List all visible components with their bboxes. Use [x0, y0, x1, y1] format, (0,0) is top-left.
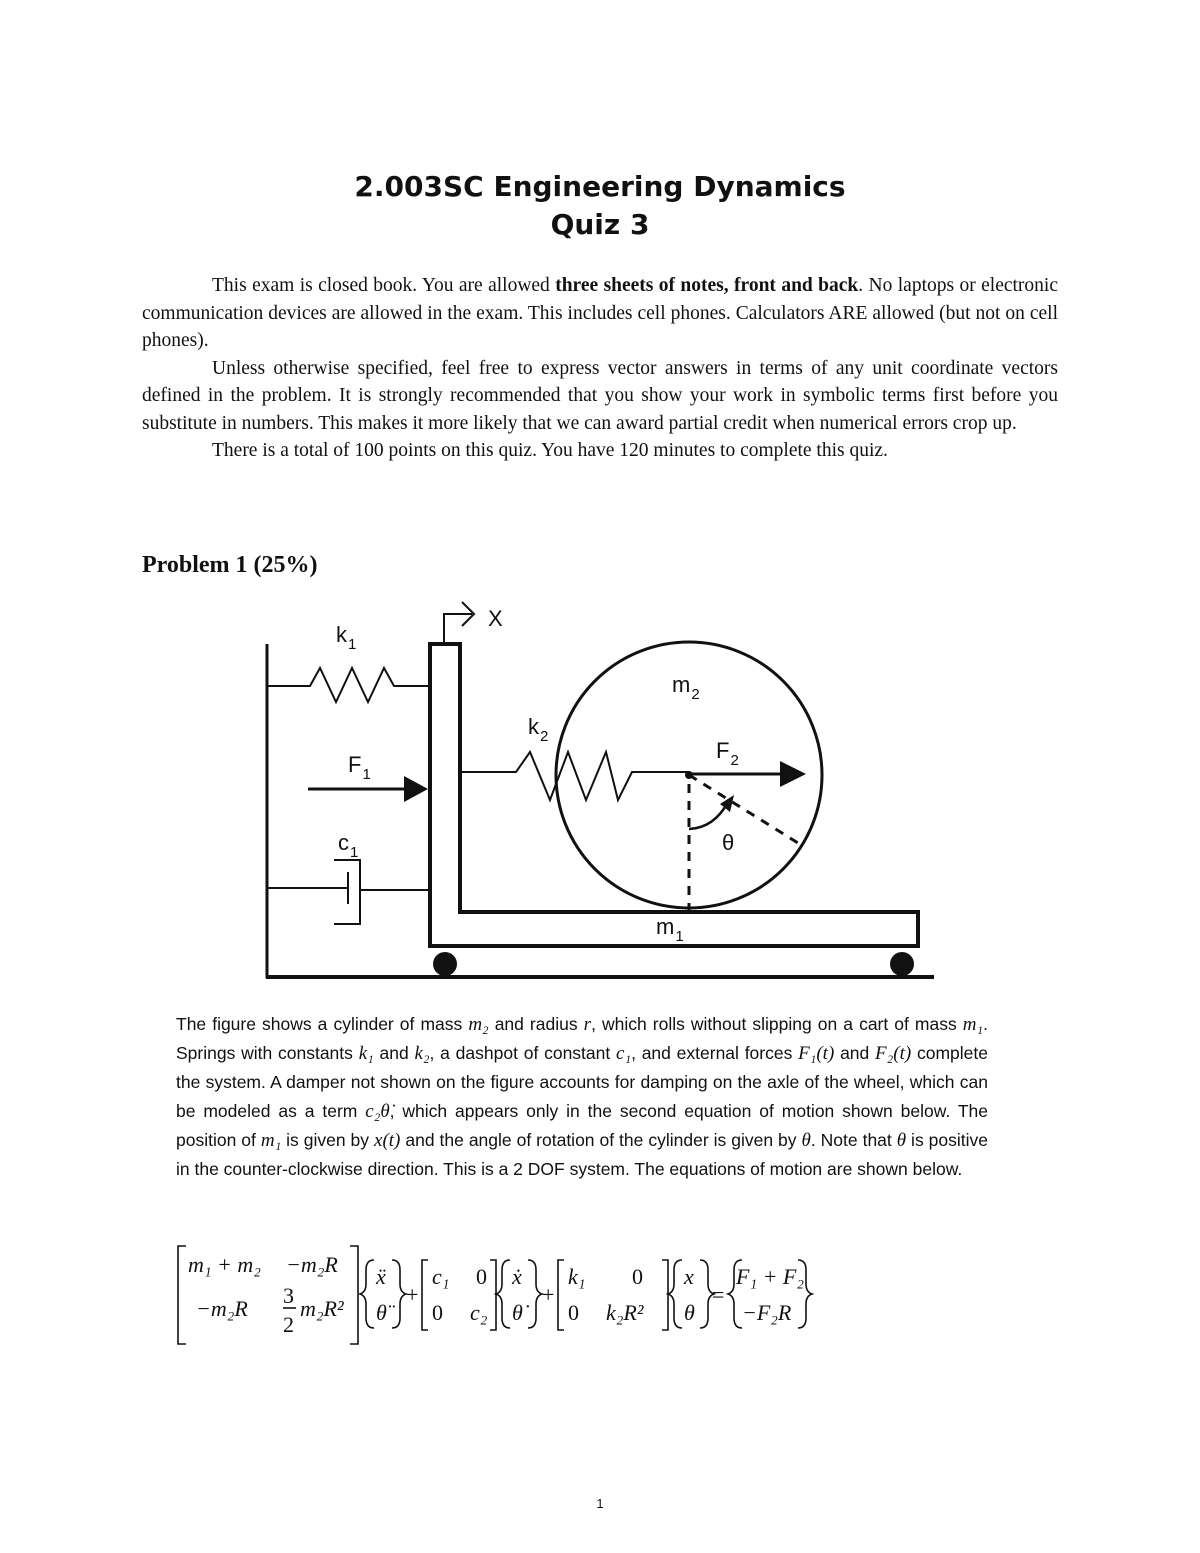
force-top: F₁ + F₂	[736, 1264, 805, 1289]
theta-arc	[689, 802, 728, 829]
force-bottom: −F₂R	[742, 1300, 792, 1325]
force-F2-arrowhead	[780, 761, 806, 787]
plus-1: +	[406, 1282, 419, 1307]
notes-allowance: three sheets of notes, front and back	[555, 275, 859, 296]
var-r: r	[583, 1014, 592, 1035]
course-title: 2.003SC Engineering Dynamics	[354, 170, 846, 203]
mass-matrix-right-bracket	[350, 1246, 358, 1344]
stiff-k21: 0	[568, 1300, 579, 1325]
exam-instructions	[142, 272, 1058, 465]
var-F1t: F₁(t)	[798, 1043, 835, 1064]
damping-matrix-right-bracket	[490, 1260, 496, 1330]
instructions-paragraph-1: This exam is closed book. You are allowed three sheets of notes, front and back. No laptops or electronic communication devices are allowed in the exam. This includes cell phones. Calculators ARE allowed (but not on cell phones).	[142, 275, 1058, 351]
matrix-equation	[170, 1240, 830, 1350]
problem-heading: Problem 1 (25%)	[142, 552, 318, 578]
label-F2: $F_2$	[716, 738, 739, 769]
cart-wheel-right	[890, 952, 914, 976]
var-c1: c₁	[616, 1043, 632, 1064]
vel-theta: θ̇	[512, 1300, 523, 1325]
var-c2-theta-dot: c₂θ̇	[365, 1101, 390, 1122]
var-k2: k₂	[414, 1043, 430, 1064]
var-theta: θ	[801, 1130, 811, 1151]
var-F2t: F₂(t)	[875, 1043, 912, 1064]
stiffness-matrix-left-bracket	[558, 1260, 564, 1330]
damp-c21: 0	[432, 1300, 443, 1325]
equals-sign: =	[712, 1282, 725, 1307]
spring-k1	[267, 668, 430, 702]
label-x-axis: X	[488, 606, 503, 631]
force-F1-arrowhead	[404, 776, 428, 802]
problem-description: The figure shows a cylinder of mass m₂ and radius r, which rolls without slipping on a cart of mass m₁. Springs with constants k₁ and k₂, a dashpot of constant c₁, and external forces F₁(t) and F₂(t) complete the system. A damper not shown on the figure accounts for damping on the axle of the wheel, which can be modeled as a term c₂θ̇, which appears only in the second equation of motion shown below. The position of m₁ is given by x(t) and the angle of rotation of the cylinder is given by θ. Note that θ is positive in the counter-clockwise direction. This is a 2 DOF system. The equations of motion are shown below.	[176, 1014, 989, 1179]
var-m2: m₂	[468, 1014, 489, 1035]
vel-vector-left-brace	[496, 1260, 510, 1328]
instructions-paragraph-2: Unless otherwise specified, feel free to express vector answers in terms of any unit coordinate vectors defined in the problem. It is strongly recommended that you show your work in symbolic terms first before you substitute in numbers. This makes it more likely that we can award partial credit when numerical errors crop up.	[142, 357, 1058, 434]
damp-c12: 0	[476, 1264, 487, 1289]
var-m1: m₁	[962, 1014, 984, 1035]
label-c1: $c_1$	[338, 830, 359, 861]
stiff-k22: k₂R²	[606, 1300, 644, 1325]
var-xt: x(t)	[374, 1130, 401, 1151]
damp-c22: c₂	[470, 1300, 488, 1325]
var-k1: k₁	[358, 1043, 374, 1064]
var-m1-repeat: m₁	[260, 1130, 282, 1151]
plus-2: +	[542, 1282, 555, 1307]
cart-wheel-left	[433, 952, 457, 976]
acc-x: ẍ	[376, 1264, 386, 1289]
acc-vector-left-brace	[360, 1260, 374, 1328]
vel-vector-right-brace	[528, 1260, 542, 1328]
pos-x: x	[684, 1264, 694, 1289]
pos-theta: θ	[684, 1300, 695, 1325]
mass-m22-den: 2	[283, 1312, 294, 1337]
stiff-k11: k₁	[568, 1264, 586, 1289]
mass-m11: m₁ + m₂	[188, 1252, 261, 1277]
acc-theta: θ̈	[376, 1300, 387, 1325]
title-block	[0, 168, 1200, 244]
vel-x: ẋ	[512, 1264, 522, 1289]
label-F1: $F_1$	[348, 752, 371, 783]
damping-matrix-left-bracket	[422, 1260, 428, 1330]
equations-of-motion	[170, 1240, 830, 1350]
damp-c11: c₁	[432, 1264, 450, 1289]
system-diagram	[262, 594, 942, 980]
acc-vector-right-brace	[392, 1260, 406, 1328]
x-axis-indicator	[444, 614, 472, 643]
instructions-paragraph-3: There is a total of 100 points on this quiz. You have 120 minutes to complete this quiz.	[212, 440, 888, 461]
spring-k2	[460, 752, 689, 800]
mass-matrix-left-bracket	[178, 1246, 186, 1344]
label-k1: $k_1$	[336, 622, 357, 653]
label-m1: $m_1$	[656, 914, 684, 945]
mass-m21: −m₂R	[196, 1296, 248, 1321]
label-m2: $m_2$	[672, 672, 700, 703]
mass-m22-rest: m₂R²	[300, 1296, 344, 1321]
mass-m22-num: 3	[283, 1283, 294, 1308]
label-theta: θ	[722, 830, 735, 855]
page-number: 1	[596, 1496, 604, 1511]
cart-cylinder-figure	[262, 594, 942, 980]
label-k2: $k_2$	[528, 714, 549, 745]
stiffness-matrix-right-bracket	[662, 1260, 668, 1330]
var-theta-repeat: θ	[896, 1130, 907, 1151]
pos-vector-left-brace	[668, 1260, 682, 1328]
quiz-title: Quiz 3	[550, 208, 650, 241]
stiff-k12: 0	[632, 1264, 643, 1289]
mass-m12: −m₂R	[286, 1252, 338, 1277]
